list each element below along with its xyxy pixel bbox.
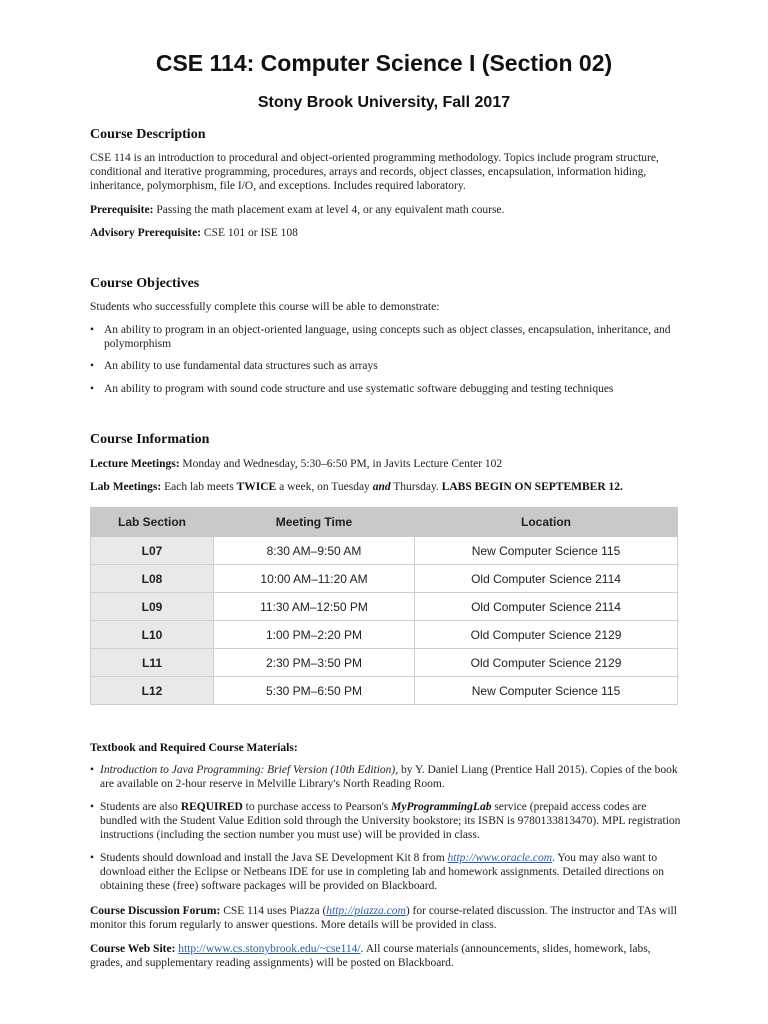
table-header-row [91,508,678,537]
prerequisite [90,203,682,217]
lab-section-cell: L07 [91,537,214,565]
meeting-time-cell: 8:30 AM–9:50 AM [214,537,415,565]
column-header-meeting-time: Meeting Time [214,508,415,537]
discussion-forum-text-pre: CSE 114 uses Piazza ( [223,905,327,917]
meeting-time-cell: 2:30 PM–3:50 PM [214,649,415,677]
objectives-list [90,323,682,396]
materials-section [90,741,682,893]
lecture-meetings-label: Lecture Meetings: [90,458,180,470]
textbook-title: Introduction to Java Programming: Brief Version (10th Edition), [100,764,399,776]
table-row [91,565,678,593]
location-cell: Old Computer Science 2114 [415,593,678,621]
oracle-link[interactable]: http://www.oracle.com [447,852,553,864]
course-information-heading: Course Information [90,432,210,447]
materials-list [90,763,682,893]
mpl-text-mid: to purchase access to Pearson's [245,801,389,813]
list-item: • An ability to program in an object-oriented language, using concepts such as object classes, encapsulation, inheritance, and polymorphism [90,323,682,351]
lab-sections-table [90,507,678,705]
lab-section-cell: L12 [91,677,214,705]
lab-section-cell: L09 [91,593,214,621]
objectives-intro: Students who successfully complete this course will be able to demonstrate: [90,301,440,313]
table-row [91,677,678,705]
meeting-time-cell: 10:00 AM–11:20 AM [214,565,415,593]
list-item [90,851,682,893]
lab-meetings-text1: Each lab meets [164,481,234,493]
table-row [91,649,678,677]
course-description-section [90,128,682,240]
list-item [90,800,682,842]
lab-section-cell: L11 [91,649,214,677]
discussion-forum-section [90,904,682,932]
page-subtitle: Stony Brook University, Fall 2017 [257,94,511,111]
advisory-prerequisite-text: CSE 101 or ISE 108 [203,227,298,239]
discussion-forum-text-post: ) for course-related discussion. The instructor and TAs will monitor this forum regularly to answer questions. More details will be provided in class. [90,905,677,931]
course-objectives-heading: Course Objectives [90,276,200,291]
course-objectives-section [90,277,682,396]
mpl-name: MyProgrammingLab [391,801,492,813]
piazza-link[interactable]: http://piazza.com [326,905,406,917]
location-cell: Old Computer Science 2129 [415,649,678,677]
lab-meetings-text2: a week, on Tuesday [279,481,370,493]
list-item: • An ability to program with sound code structure and use systematic software debugging and testing techniques [90,382,682,396]
labs-begin-notice: LABS BEGIN ON SEPTEMBER 12. [441,481,623,493]
location-cell: New Computer Science 115 [415,677,678,705]
lab-and: and [372,481,391,493]
course-website-paragraph [90,942,682,970]
lab-section-cell: L08 [91,565,214,593]
lab-meetings [90,480,682,494]
lecture-meetings-text: Monday and Wednesday, 5:30–6:50 PM, in Javits Lecture Center 102 [182,458,503,470]
lab-meetings-label: Lab Meetings: [90,481,162,493]
location-cell: New Computer Science 115 [415,537,678,565]
jdk-text-post: . You may also want to download either the Eclipse or Netbeans IDE for use in completing lab and homework assignments. Detailed directions on obtaining these (free) software packages will be provided on Blackboard. [100,852,664,892]
lab-section-cell: L10 [91,621,214,649]
course-website-label: Course Web Site: [90,943,176,955]
advisory-prerequisite [90,226,682,240]
meeting-time-cell: 1:00 PM–2:20 PM [214,621,415,649]
location-cell: Old Computer Science 2129 [415,621,678,649]
table-row [91,593,678,621]
mpl-text-pre: Students are also [100,801,178,813]
course-description-text: CSE 114 is an introduction to procedural and object-oriented programming methodology. Topics include program structure, conditional and iterative programming, procedures, arrays and records, object classes, encapsulation, information hiding, inheritance, polymorphism, file I/O, and exceptions. Includes required laboratory. [90,152,659,192]
list-item: • An ability to use fundamental data structures such as arrays [90,359,682,373]
materials-heading: Textbook and Required Course Materials: [90,742,298,754]
prerequisite-text: Passing the math placement exam at level 4, or any equivalent math course. [156,204,505,216]
lecture-meetings [90,457,682,471]
required-emphasis: REQUIRED [180,801,243,813]
page-title: CSE 114: Computer Science I (Section 02) [155,50,613,76]
jdk-text-pre: Students should download and install the Java SE Development Kit 8 from [100,852,445,864]
course-website-section [90,942,682,970]
course-information-section [90,433,682,494]
course-description-heading: Course Description [90,127,206,142]
table-row [91,537,678,565]
table-row [91,621,678,649]
lab-meetings-text3: Thursday. [393,481,439,493]
discussion-forum-label: Course Discussion Forum: [90,905,221,917]
lab-twice: TWICE [236,481,277,493]
mpl-text-post: service (prepaid access codes are bundled with the Student Value Edition sold through the University bookstore; its ISBN is 9780133813470). MPL registration instructions (including the section number you must use) will be provided in class. [100,801,681,841]
discussion-forum-paragraph [90,904,682,932]
list-item [90,763,682,791]
course-website-link[interactable]: http://www.cs.stonybrook.edu/~cse114/ [178,943,361,955]
course-website-text: . All course materials (announcements, slides, homework, labs, grades, and supplementary reading assignments) will be posted on Blackboard. [90,943,651,969]
column-header-lab-section: Lab Section [91,508,214,537]
advisory-prerequisite-label: Advisory Prerequisite: [90,227,202,239]
meeting-time-cell: 5:30 PM–6:50 PM [214,677,415,705]
prerequisite-label: Prerequisite: [90,204,154,216]
location-cell: Old Computer Science 2114 [415,565,678,593]
meeting-time-cell: 11:30 AM–12:50 PM [214,593,415,621]
textbook-text: by Y. Daniel Liang (Prentice Hall 2015). Copies of the book are available on 2-hour reserve in Melville Library's North Reading Room. [100,764,678,790]
column-header-location: Location [415,508,678,537]
